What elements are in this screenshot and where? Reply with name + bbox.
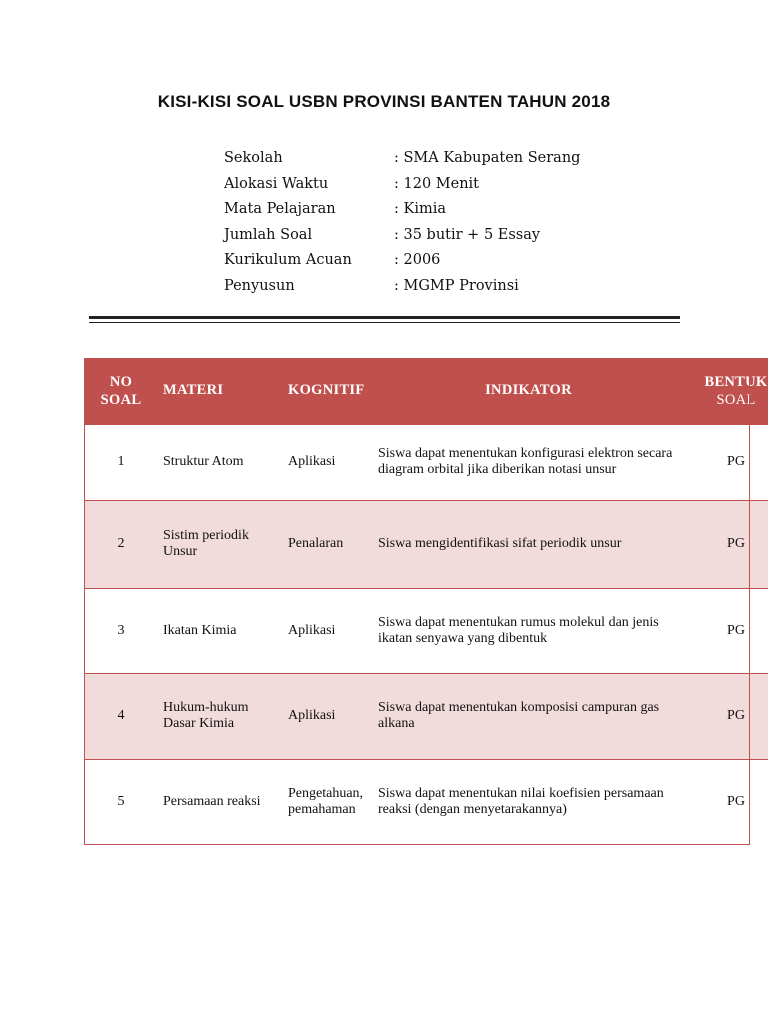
cell-no: 3 — [117, 622, 125, 638]
table-row — [85, 500, 768, 588]
header-no-line1: NO — [109, 373, 133, 390]
cell-materi: Hukum-hukum Dasar Kimia — [163, 700, 249, 731]
cell-bentuk: PG — [727, 708, 745, 723]
info-row-penyusun — [224, 278, 580, 304]
cell-no: 1 — [117, 454, 125, 469]
header-indikator: INDIKATOR — [485, 382, 572, 399]
cell-bentuk: PG — [727, 794, 745, 810]
cell-no: 4 — [117, 708, 125, 723]
header-bentuk-line1: BENTUK — [704, 373, 768, 390]
info-label: Sekolah — [224, 150, 283, 166]
header-kognitif: KOGNITIF — [288, 382, 365, 399]
header-no-soal — [85, 358, 157, 424]
table-row — [85, 759, 768, 845]
info-value: : SMA Kabupaten Serang — [394, 150, 581, 166]
info-value: : 120 Menit — [394, 175, 480, 192]
info-label: Penyusun — [224, 277, 295, 294]
info-block — [224, 150, 580, 303]
header-bentuk-line2: SOAL — [716, 391, 756, 408]
cell-materi: Ikatan Kimia — [163, 622, 237, 638]
info-row-alokasi-waktu — [224, 176, 580, 202]
cell-materi: Struktur Atom — [163, 454, 244, 469]
cell-bentuk: PG — [727, 454, 745, 469]
cell-kognitif: Pengetahuan, pemahaman — [288, 786, 364, 818]
divider-thin — [89, 322, 680, 323]
table-row — [85, 424, 768, 500]
cell-kognitif: Aplikasi — [288, 622, 336, 638]
table-row — [85, 673, 768, 759]
info-label: Kurikulum Acuan — [224, 252, 352, 268]
cell-no: 2 — [117, 536, 125, 551]
info-label: Mata Pelajaran — [224, 201, 336, 217]
cell-indikator: Siswa dapat menentukan konfigurasi elektron secara diagram orbital jika diberikan notasi unsur — [378, 446, 673, 477]
info-row-sekolah — [224, 150, 580, 176]
table-row — [85, 588, 768, 673]
info-row-kurikulum-acuan — [224, 252, 580, 278]
cell-kognitif: Penalaran — [288, 536, 344, 551]
info-row-mata-pelajaran — [224, 201, 580, 227]
info-label: Alokasi Waktu — [224, 175, 329, 192]
cell-indikator: Siswa dapat menentukan rumus molekul dan jenis ikatan senyawa yang dibentuk — [378, 614, 659, 646]
cell-indikator: Siswa dapat menentukan nilai koefisien persamaan reaksi (dengan menyetarakannya) — [378, 786, 664, 818]
document-title — [0, 92, 768, 112]
info-value: : 35 butir + 5 Essay — [394, 226, 541, 243]
info-value: : Kimia — [394, 201, 446, 217]
cell-kognitif: Aplikasi — [288, 708, 336, 723]
document-title-text: KISI-KISI SOAL USBN PROVINSI BANTEN TAHUN 2018 — [157, 92, 611, 111]
info-value: : 2006 — [394, 252, 441, 268]
cell-indikator: Siswa dapat menentukan komposisi campuran gas alkana — [378, 700, 660, 731]
header-bentuk-soal — [685, 358, 768, 424]
header-materi: MATERI — [163, 382, 224, 399]
cell-no: 5 — [117, 794, 125, 810]
cell-kognitif: Aplikasi — [288, 454, 336, 469]
header-no-line2: SOAL — [100, 391, 142, 408]
cell-materi: Persamaan reaksi — [163, 794, 261, 810]
table-header-row — [85, 358, 768, 424]
cell-bentuk: PG — [727, 622, 745, 638]
info-row-jumlah-soal — [224, 227, 580, 253]
kisi-table — [85, 358, 768, 845]
cell-indikator: Siswa mengidentifikasi sifat periodik unsur — [378, 536, 622, 551]
info-label: Jumlah Soal — [224, 226, 313, 243]
info-value: : MGMP Provinsi — [394, 277, 519, 294]
cell-bentuk: PG — [727, 536, 745, 551]
cell-materi: Sistim periodik Unsur — [163, 528, 249, 559]
divider-thick — [89, 316, 680, 319]
